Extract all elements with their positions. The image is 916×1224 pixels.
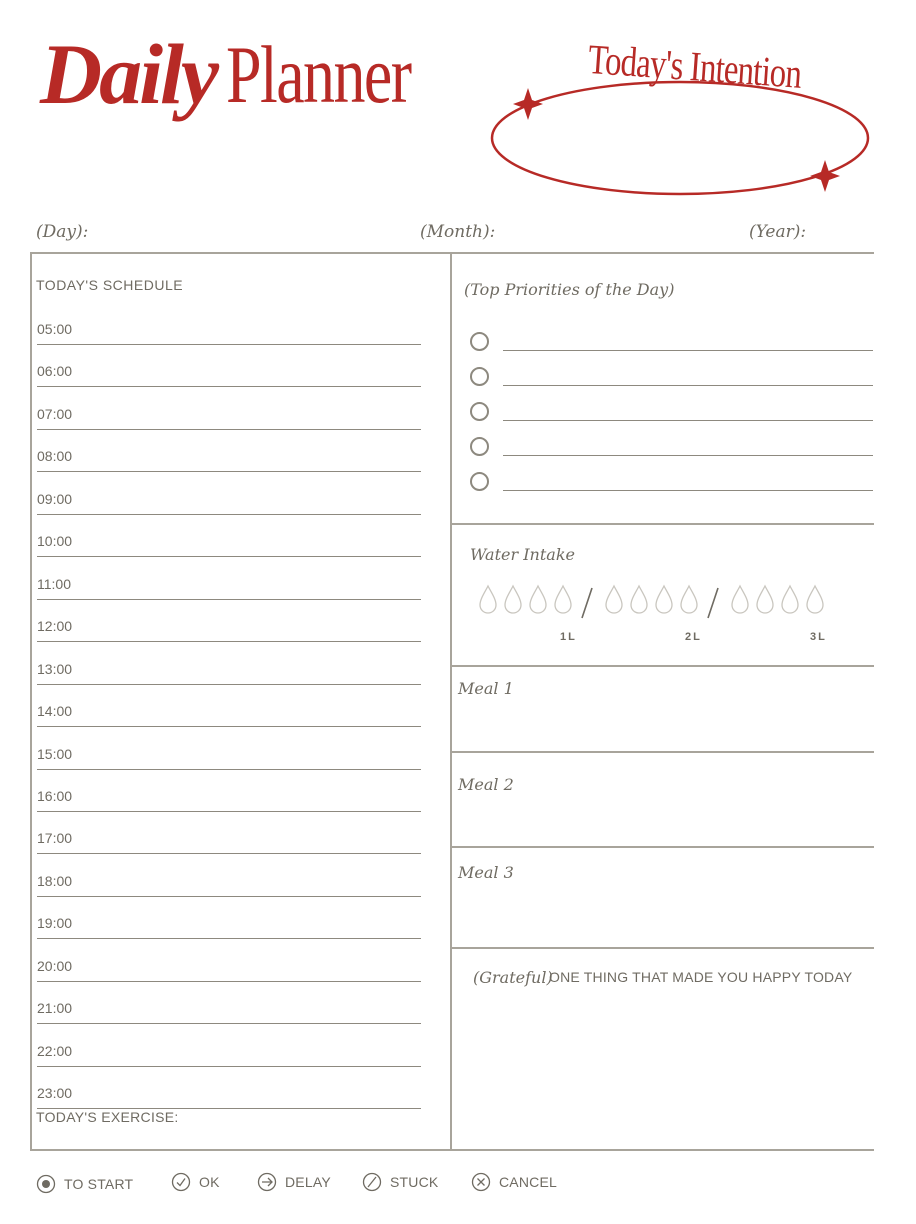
legend-ok: [171, 1171, 220, 1193]
meal-3-label: Meal 3: [458, 863, 514, 882]
schedule-entry-line[interactable]: [37, 514, 421, 515]
divider: [30, 253, 32, 1150]
slash-divider: [582, 588, 592, 618]
schedule-time-label: 16:00: [37, 787, 73, 804]
water-drops: [474, 582, 834, 622]
schedule-time-label: 17:00: [37, 830, 73, 847]
legend-label: DELAY: [285, 1174, 331, 1190]
schedule-time-label: 13:00: [37, 660, 73, 677]
schedule-entry-line[interactable]: [37, 1023, 421, 1024]
water-drop-icon: [505, 586, 521, 613]
schedule-time-label: 09:00: [37, 490, 73, 507]
schedule-entry-line[interactable]: [37, 429, 421, 430]
meal-1-label: Meal 1: [458, 679, 514, 698]
intention-title: Today's Intention: [586, 36, 803, 98]
schedule-entry-line[interactable]: [37, 896, 421, 897]
priority-checkbox[interactable]: [470, 402, 489, 421]
legend-stuck: [362, 1171, 438, 1193]
legend-cancel: [471, 1171, 557, 1193]
divider: [451, 523, 874, 525]
water-drop-icon: [782, 586, 798, 613]
schedule-time-label: 11:00: [37, 575, 71, 592]
divider: [30, 1149, 874, 1151]
schedule-entry-line[interactable]: [37, 853, 421, 854]
schedule-time-label: 23:00: [37, 1085, 73, 1102]
legend-delay: [257, 1171, 331, 1193]
schedule-time-label: 10:00: [37, 533, 73, 550]
divider: [451, 846, 874, 848]
schedule-entry-line[interactable]: [37, 684, 421, 685]
sparkle-icon: [513, 88, 543, 120]
schedule-entry-line[interactable]: [37, 981, 421, 982]
schedule-time-label: 21:00: [37, 1000, 73, 1017]
schedule-title: TODAY'S SCHEDULE: [36, 277, 184, 293]
water-label-3l: 3L: [810, 631, 827, 643]
water-drop-icon: [656, 586, 672, 613]
schedule-time-label: 22:00: [37, 1042, 73, 1059]
schedule-time-label: 15:00: [37, 745, 73, 762]
priority-line[interactable]: [503, 420, 873, 421]
schedule-entry-line[interactable]: [37, 726, 421, 727]
schedule-entry-line[interactable]: [37, 1066, 421, 1067]
month-label: (Month):: [420, 222, 496, 242]
divider: [451, 947, 874, 949]
title-daily: Daily: [40, 26, 217, 122]
check-circle-icon: [171, 1172, 191, 1192]
exercise-label: TODAY'S EXERCISE:: [36, 1109, 179, 1125]
schedule-entry-line[interactable]: [37, 811, 421, 812]
divider: [30, 252, 874, 254]
schedule-entry-line[interactable]: [37, 938, 421, 939]
schedule-entry-line[interactable]: [37, 386, 421, 387]
schedule-entry-line[interactable]: [37, 344, 421, 345]
schedule-time-label: 20:00: [37, 957, 73, 974]
schedule-time-label: 08:00: [37, 448, 73, 465]
schedule-entry-line[interactable]: [37, 599, 421, 600]
year-label: (Year):: [749, 222, 807, 242]
intention-field[interactable]: [480, 70, 880, 205]
water-title: Water Intake: [470, 545, 575, 564]
priority-line[interactable]: [503, 490, 873, 491]
water-drop-icon: [757, 586, 773, 613]
priority-line[interactable]: [503, 455, 873, 456]
schedule-entry-line[interactable]: [37, 641, 421, 642]
water-drop-icon: [480, 586, 496, 613]
water-label-1l: 1L: [560, 631, 577, 643]
arrow-right-circle-icon: [257, 1172, 277, 1192]
priority-checkbox[interactable]: [470, 332, 489, 351]
divider: [451, 751, 874, 753]
legend-label: STUCK: [390, 1174, 439, 1190]
divider: [451, 665, 874, 667]
water-label-2l: 2L: [685, 631, 702, 643]
water-drop-icon: [530, 586, 546, 613]
schedule-entry-line[interactable]: [37, 769, 421, 770]
grateful-label: (Grateful): [473, 968, 553, 987]
water-drop-icon: [732, 586, 748, 613]
day-label: (Day):: [36, 222, 89, 242]
priority-checkbox[interactable]: [470, 437, 489, 456]
water-drop-icon: [631, 586, 647, 613]
schedule-time-label: 07:00: [37, 405, 73, 422]
radio-filled-icon: [36, 1174, 56, 1194]
water-drop-icon: [681, 586, 697, 613]
priorities-title: (Top Priorities of the Day): [464, 280, 675, 299]
schedule-time-label: 14:00: [37, 703, 73, 720]
water-drop-icon: [555, 586, 571, 613]
priority-line[interactable]: [503, 350, 873, 351]
schedule-time-label: 18:00: [37, 872, 73, 889]
slash-divider: [708, 588, 718, 618]
legend-label: CANCEL: [499, 1174, 557, 1190]
schedule-time-label: 12:00: [37, 618, 73, 635]
legend-label: OK: [199, 1174, 220, 1190]
legend-label: TO START: [64, 1176, 134, 1192]
slash-circle-icon: [362, 1172, 382, 1192]
schedule-time-label: 06:00: [37, 363, 73, 380]
legend-to-start: [36, 1173, 133, 1195]
water-drop-icon: [807, 586, 823, 613]
schedule-entry-line[interactable]: [37, 556, 421, 557]
schedule-time-label: 19:00: [37, 915, 73, 932]
water-drop-icon: [606, 586, 622, 613]
priority-checkbox[interactable]: [470, 472, 489, 491]
priority-line[interactable]: [503, 385, 873, 386]
meal-2-label: Meal 2: [458, 775, 514, 794]
schedule-entry-line[interactable]: [37, 471, 421, 472]
priority-checkbox[interactable]: [470, 367, 489, 386]
x-circle-icon: [471, 1172, 491, 1192]
sparkle-icon: [810, 160, 840, 192]
grateful-prompt: ONE THING THAT MADE YOU HAPPY TODAY: [549, 969, 853, 985]
schedule-time-label: 05:00: [37, 321, 73, 337]
divider: [450, 253, 452, 1150]
title-planner: Planner: [226, 29, 411, 120]
